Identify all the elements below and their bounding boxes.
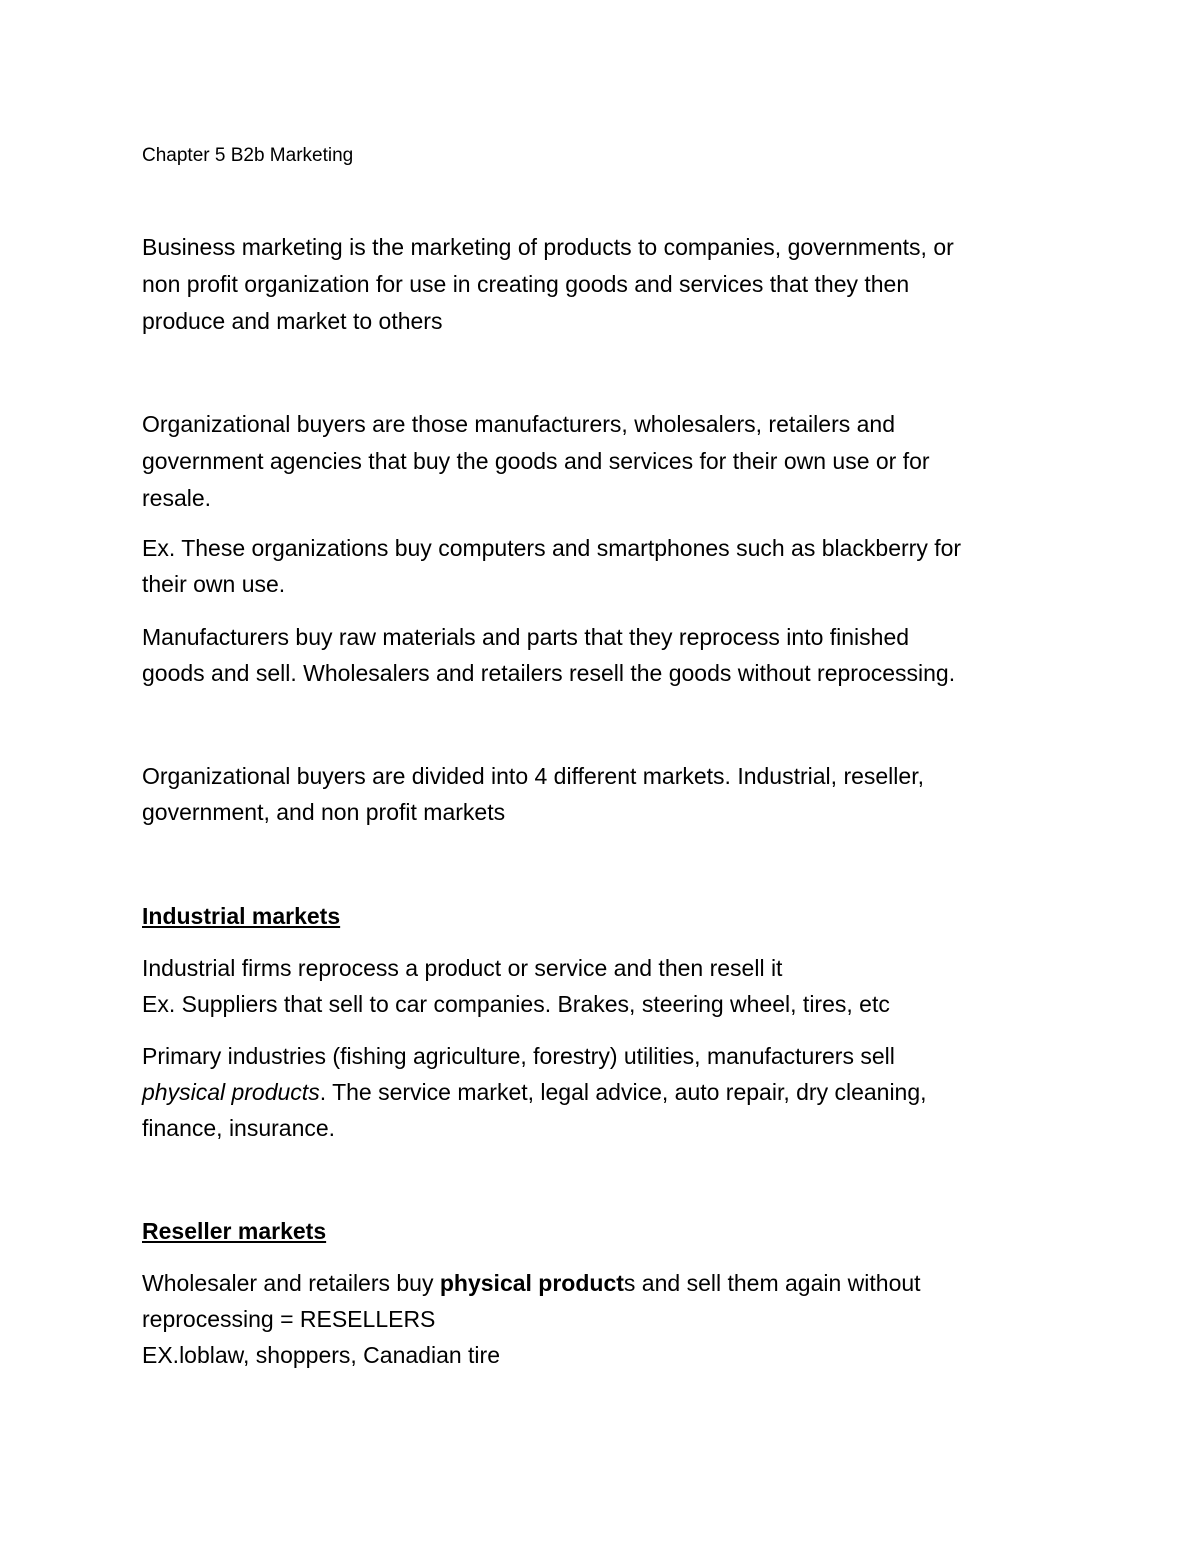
resellers-text-end: s and sell them again without reprocessing = RESELLERS EX.loblaw, shoppers, Canadian tire — [142, 1270, 921, 1368]
heading-industrial-markets: Industrial markets — [142, 903, 341, 929]
paragraph-example-computers: Ex. These organizations buy computers and smartphones such as blackberry for their own use. — [142, 535, 962, 597]
paragraph-business-marketing: Business marketing is the marketing of products to companies, governments, or non profit organization for use in creating goods and services that they then produce and market to others — [142, 234, 954, 334]
heading-reseller-markets: Reseller markets — [142, 1218, 327, 1244]
physical-product-bold: physical product — [439, 1270, 624, 1296]
paragraph-organizational-buyers: Organizational buyers are those manufacturers, wholesalers, retailers and government agencies that buy the goods and services for their own use or for resale. — [142, 411, 930, 511]
physical-products-emphasis: physical products — [142, 1079, 320, 1105]
paragraph-four-markets: Organizational buyers are divided into 4 different markets. Industrial, reseller, government, and non profit markets — [142, 763, 924, 825]
resellers-text-start: Wholesaler and retailers buy — [142, 1270, 440, 1296]
primary-industries-text: Primary industries (fishing agriculture, forestry) utilities, manufacturers sell — [142, 1043, 895, 1069]
service-market-text: . The service market, legal advice, auto repair, dry cleaning, finance, insurance. — [142, 1079, 927, 1141]
document-title: Chapter 5 B2b Marketing — [142, 145, 354, 166]
paragraph-primary-industries — [142, 1038, 1062, 1146]
paragraph-resellers — [142, 1265, 1062, 1373]
paragraph-manufacturers: Manufacturers buy raw materials and parts that they reprocess into finished goods and sell. Wholesalers and retailers resell the goods without reprocessing. — [142, 624, 956, 686]
paragraph-industrial-definition: Industrial firms reprocess a product or service and then resell it Ex. Suppliers that sell to car companies. Brakes, steering wheel, tires, etc — [142, 955, 890, 1017]
